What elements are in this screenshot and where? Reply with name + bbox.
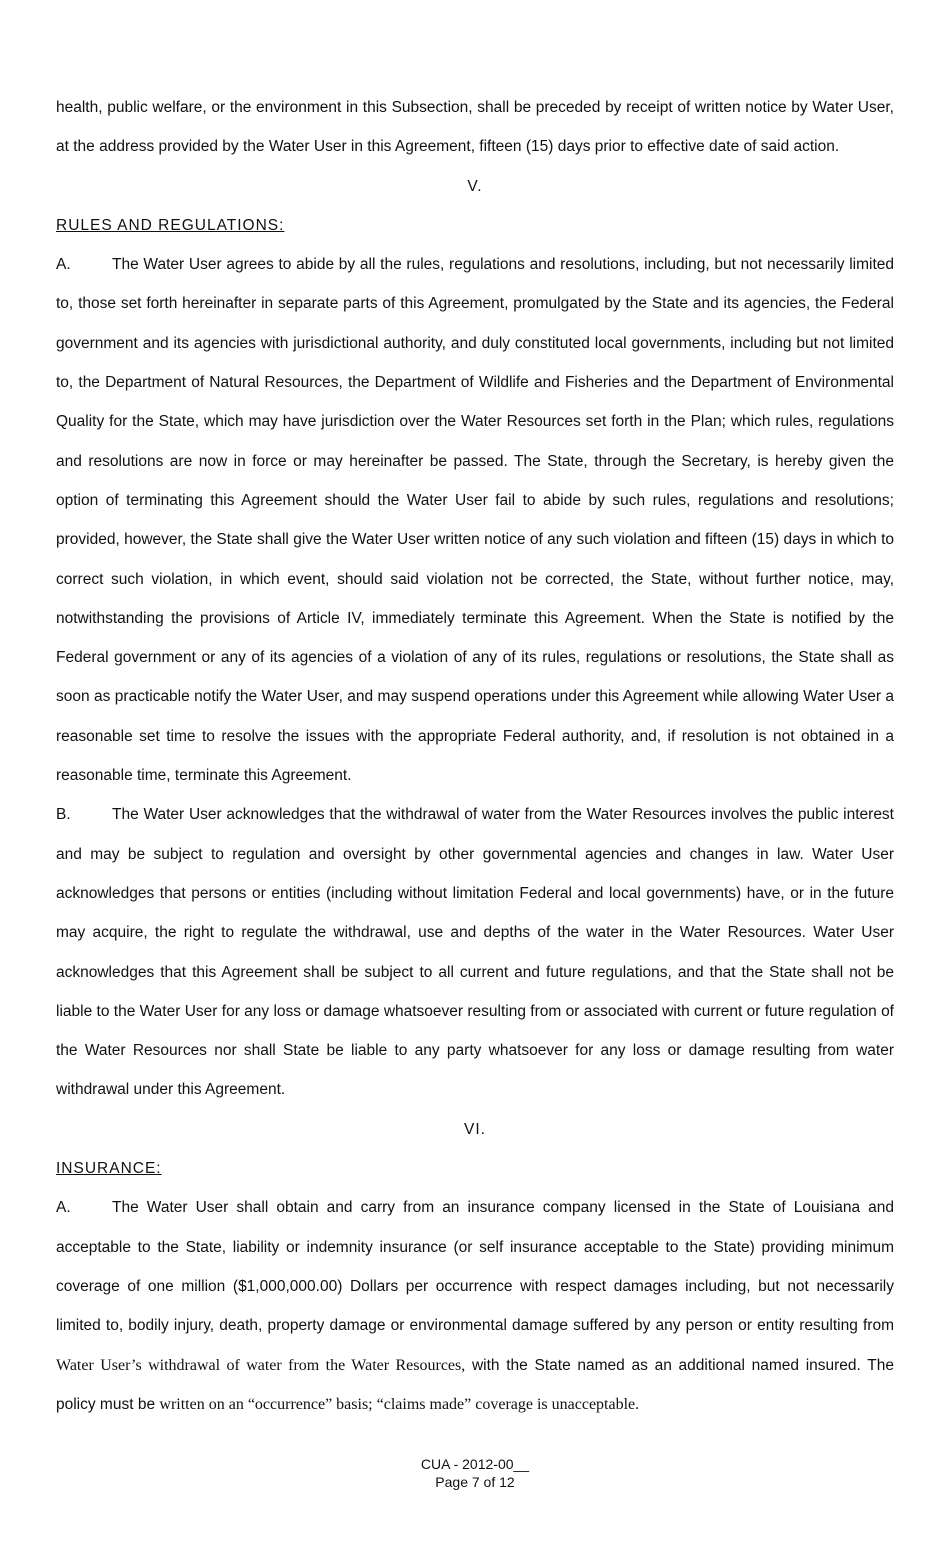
section-6-item-a-text-2: Water User’s withdrawal of water from the Water Resources, [56,1356,466,1374]
item-label: A. [56,1199,71,1217]
item-label: B. [56,806,71,824]
section-6-heading: INSURANCE: [56,1160,162,1178]
page-footer [0,1455,950,1491]
section-5-item-b [56,795,894,1109]
section-5-item-a-text: The Water User agrees to abide by all the rules, regulations and resolutions, including, but not necessarily limited to, those set forth hereinafter in separate parts of this Agreement, promulgated by the State and its agencies, the Federal government and its agencies with jurisdictional authority, and duly constituted local governments, including but not limited to, the Department of Natural Resources, the Department of Wildlife and Fisheries and the Department of Environmental Quality for the State, which may have jurisdiction over the Water Resources set forth in the Plan; which rules, regulations and resolutions are now in force or may hereinafter be passed. The State, through the Secretary, is hereby given the option of terminating this Agreement should the Water User fail to abide by such rules, regulations and resolutions; provided, however, the State shall give the Water User written notice of any such violation and fifteen (15) days in which to correct such violation, in which event, should said violation not be corrected, the State, without further notice, may, notwithstanding the provisions of Article IV, immediately terminate this Agreement. When the State is notified by the Federal government or any of its agencies of a violation of any of its rules, regulations or resolutions, the State shall as soon as practicable notify the Water User, and may suspend operations under this Agreement while allowing Water User a reasonable set time to resolve the issues with the appropriate Federal authority, and, if resolution is not obtained in a reasonable time, terminate this Agreement. [56,256,894,785]
document-id: CUA - 2012-00__ [420,1456,530,1472]
document-page [56,88,894,1424]
section-5-number: V. [467,177,483,195]
page-number: Page 7 of 12 [435,1474,515,1490]
intro-paragraph: health, public welfare, or the environment in this Subsection, shall be preceded by receipt of written notice by Water User, at the address provided by the Water User in this Agreement, fifteen (15) days prior to effective date of said action. [56,99,894,156]
section-5-heading: RULES AND REGULATIONS: [56,216,285,234]
section-6-number: VI. [464,1120,486,1138]
section-6-item-a-text-1: The Water User shall obtain and carry from an insurance company licensed in the State of Louisiana and acceptable to the State, liability or indemnity insurance (or self insurance acceptable to the State) providing minimum coverage of one million ($1,000,000.00) Dollars per occurrence with respect damages including, but not necessarily limited to, bodily injury, death, property damage or environmental damage suffered by any person or entity resulting from [56,1199,894,1335]
section-6-item-a-text-4: written on an “occurrence” basis; “claims made” coverage is unacceptable. [159,1395,640,1413]
section-6-item-a-text-3: with the State named as an additional named insured. The policy must be [56,1356,894,1413]
item-label: A. [56,256,71,274]
section-6-item-a [56,1188,894,1424]
section-5-item-a [56,245,894,795]
section-5-item-b-text: The Water User acknowledges that the withdrawal of water from the Water Resources involves the public interest and may be subject to regulation and oversight by other governmental agencies and changes in law. Water User acknowledges that persons or entities (including without limitation Federal and local governments) have, or in the future may acquire, the right to regulate the withdrawal, use and depths of the water in the Water Resources. Water User acknowledges that this Agreement shall be subject to all current and future regulations, and that the State shall not be liable to the Water User for any loss or damage whatsoever resulting from or associated with current or future regulation of the Water Resources nor shall State be liable to any party whatsoever for any loss or damage resulting from water withdrawal under this Agreement. [56,806,894,1099]
